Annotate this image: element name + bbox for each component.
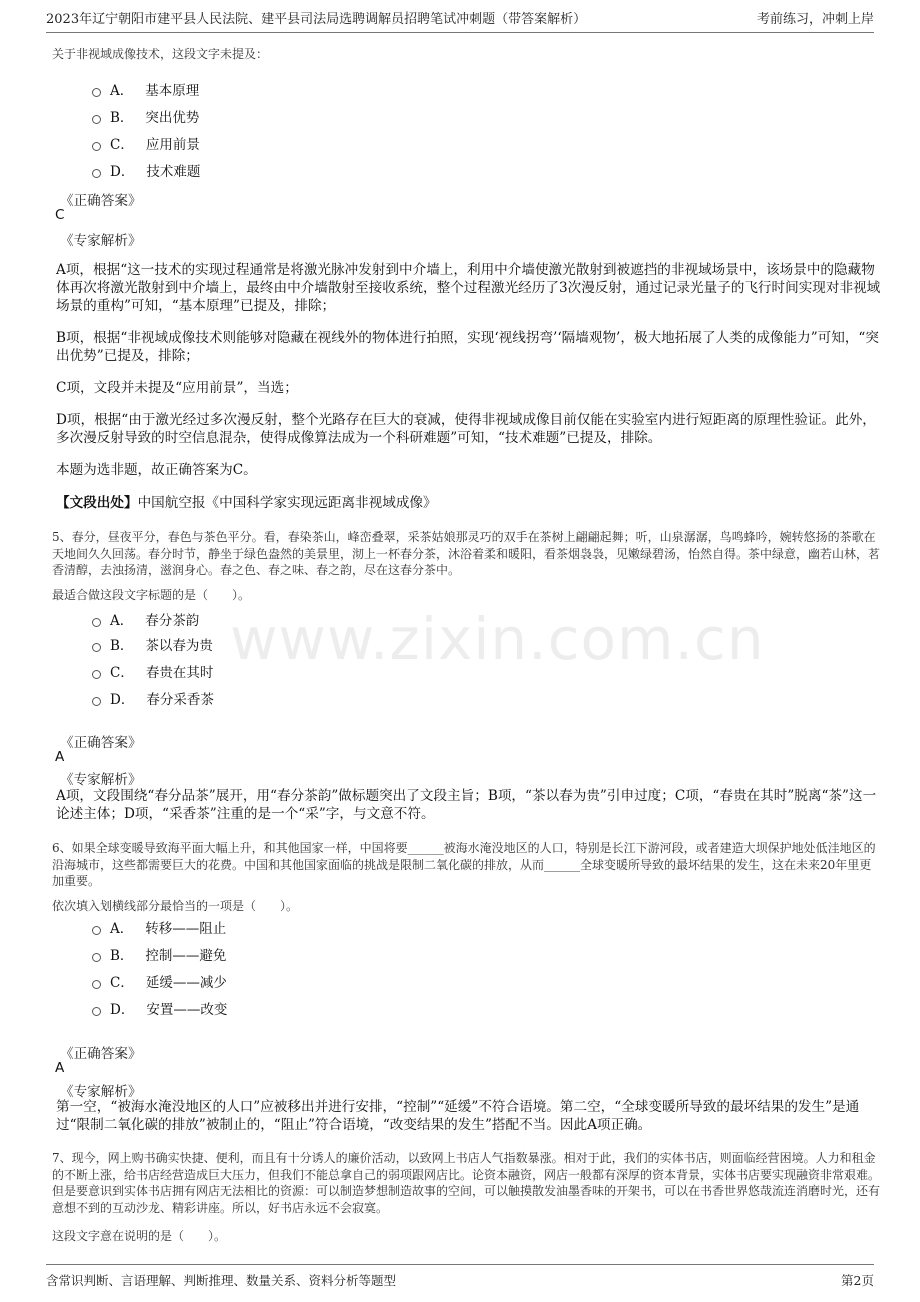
answer-heading: 《正确答案》 <box>60 735 142 751</box>
q6-option-b[interactable]: B． 控制——避免 <box>92 945 226 963</box>
q5-analysis: A项，文段围绕“春分品茶”展开，用“春分茶韵”做标题突出了文段主旨；B项，“茶以春为贵”引申过度；C项，“春贵在其时”脱离“茶”这一论述主体；D项，“采香茶”注重的是一个“采”字，与文意不符。 <box>56 788 877 822</box>
answer-value: A <box>55 749 65 765</box>
q6-option-d[interactable]: D． 安置——改变 <box>92 999 227 1017</box>
q7-stem: 7、现今，网上购书确实快捷、便利，而且有十分诱人的廉价活动，以致网上书店人气指数暴涨。相对于此，我们的实体书店，则面临经营困境。人力和租金的不断上涨，给书店经营造成巨大压力，但我们不能总拿自己的弱项跟网店比。论资本融资，网店一般都有深厚的资本背景，实体书店要实现融资非常艰难。但是要意识到实体书店拥有网店无法相比的资源：可以制造梦想制造故事的空间，可以触摸散发油墨香味的开架书，可以在书香世界悠哉流连消磨时光，还有意想不到的互动沙龙、精彩讲座。所以，好书店永远不会寂寞。 <box>52 1151 881 1215</box>
radio-icon[interactable] <box>92 697 101 706</box>
q6-option-c[interactable]: C． 延缓——减少 <box>92 972 227 990</box>
document-title: 2023年辽宁朝阳市建平县人民法院、建平县司法局选聘调解员招聘笔试冲刺题（带答案解析） <box>46 12 587 27</box>
watermark: www.zixin.com.cn <box>230 605 765 673</box>
q5-option-a[interactable]: A． 春分茶韵 <box>92 610 199 628</box>
page-footer <box>46 1264 874 1289</box>
answer-value: A <box>55 1060 65 1076</box>
radio-icon[interactable] <box>92 953 101 962</box>
answer-heading: 《正确答案》 <box>60 193 142 209</box>
q6-stem: 6、如果全球变暖导致海平面大幅上升，和其他国家一样，中国将要______被海水淹没地区的人口，特别是长江下游河段，或者建造大坝保护地处低洼地区的沿海城市，这些都需要巨大的花费。中国和其他国家面临的挑战是限制二氧化碳的排放，从而______全球变暖所导致的最坏结果的发生，这在未来20年里更加重要。 <box>52 841 876 888</box>
q4-option-c[interactable]: C． 应用前景 <box>92 134 200 152</box>
header-slogan: 考前练习，冲刺上岸 <box>756 12 874 27</box>
analysis-heading: 《专家解析》 <box>60 233 142 249</box>
source-label: 【文段出处】 <box>56 495 138 511</box>
analysis-paragraph-d: D项，根据“由于激光经过多次漫反射，整个光路存在巨大的衰减，使得非视域成像目前仅能在实验室内进行短距离的原理性验证。此外，多次漫反射导致的时空信息混杂，使得成像算法成为一个科研难题”可知，“技术难题”已提及，排除。 <box>56 412 876 446</box>
analysis-paragraph-c: C项，文段并未提及“应用前景”，当选； <box>56 380 298 396</box>
radio-icon[interactable] <box>92 670 101 679</box>
page-header <box>46 8 874 33</box>
radio-icon[interactable] <box>92 980 101 989</box>
analysis-paragraph-b: B项，根据“非视域成像技术则能够对隐藏在视线外的物体进行拍照，实现‘视线拐弯’‘隔墙观物’，极大地拓展了人类的成像能力”可知，“突出优势”已提及，排除； <box>56 330 879 364</box>
q4-option-d[interactable]: D． 技术难题 <box>92 161 200 179</box>
q5-question: 最适合做这段文字标题的是（ ）。 <box>52 588 251 602</box>
radio-icon[interactable] <box>92 618 101 627</box>
radio-icon[interactable] <box>92 926 101 935</box>
q7-question: 这段文字意在说明的是（ ）。 <box>52 1229 227 1243</box>
radio-icon[interactable] <box>92 169 101 178</box>
radio-icon[interactable] <box>92 643 101 652</box>
q5-option-c[interactable]: C． 春贵在其时 <box>92 662 213 680</box>
radio-icon[interactable] <box>92 115 101 124</box>
answer-value: C <box>55 207 65 223</box>
source-text: 中国航空报《中国科学家实现远距离非视域成像》 <box>137 495 437 511</box>
answer-heading: 《正确答案》 <box>60 1046 142 1062</box>
analysis-paragraph-a: A项，根据“这一技术的实现过程通常是将激光脉冲发射到中介墙上，利用中介墙使激光散射到被遮挡的非视域场景中，该场景中的隐藏物体再次将激光散射到中介墙上，最终由中介墙散射至接收系统，整个过程激光经历了3次漫反射，通过记录光量子的飞行时间实现对非视域场景的重构”可知，“基本原理”已提及，排除； <box>56 262 881 314</box>
q5-stem: 5、春分，昼夜平分，春色与茶色平分。看，春染茶山，峰峦叠翠，采茶姑娘那灵巧的双手在茶树上翩翩起舞；听，山泉潺潺，鸟鸣蜂吟，婉转悠扬的茶歌在天地间久久回荡。春分时节，静坐于绿色盎然的美景里，沏上一杯春分茶，沐浴着柔和暖阳，看茶烟袅袅，见嫩绿碧汤，怡然自得。茶中绿意，幽若山林，茗香清醇，去浊扬清，滋润身心。春之色、春之味、春之韵，尽在这春分茶中。 <box>52 530 881 577</box>
q6-option-a[interactable]: A． 转移——阻止 <box>92 918 226 936</box>
radio-icon[interactable] <box>92 1007 101 1016</box>
q4-option-b[interactable]: B． 突出优势 <box>92 107 199 125</box>
q6-analysis: 第一空，“被海水淹没地区的人口”应被移出并进行安排，“控制”“延缓”不符合语境。第二空，“全球变暖所导致的最坏结果的发生”是通过“限制二氧化碳的排放”被制止的，“阻止”符合语境，“改变结果的发生”搭配不当。因此A项正确。 <box>56 1099 860 1133</box>
q5-option-d[interactable]: D． 春分采香茶 <box>92 689 214 707</box>
analysis-conclusion: 本题为选非题，故正确答案为C。 <box>56 462 257 478</box>
radio-icon[interactable] <box>92 88 101 97</box>
q6-question: 依次填入划横线部分最恰当的一项是（ ）。 <box>52 899 299 913</box>
analysis-heading: 《专家解析》 <box>60 772 142 788</box>
analysis-heading: 《专家解析》 <box>60 1084 142 1100</box>
footer-topics: 含常识判断、言语理解、判断推理、数量关系、资料分析等题型 <box>46 1273 397 1288</box>
radio-icon[interactable] <box>92 142 101 151</box>
q4-stem: 关于非视域成像技术，这段文字未提及： <box>52 47 269 61</box>
page-number: 第2页 <box>841 1273 874 1288</box>
q5-option-b[interactable]: B． 茶以春为贵 <box>92 635 213 653</box>
q4-option-a[interactable]: A． 基本原理 <box>92 80 199 98</box>
source-citation <box>56 494 882 512</box>
